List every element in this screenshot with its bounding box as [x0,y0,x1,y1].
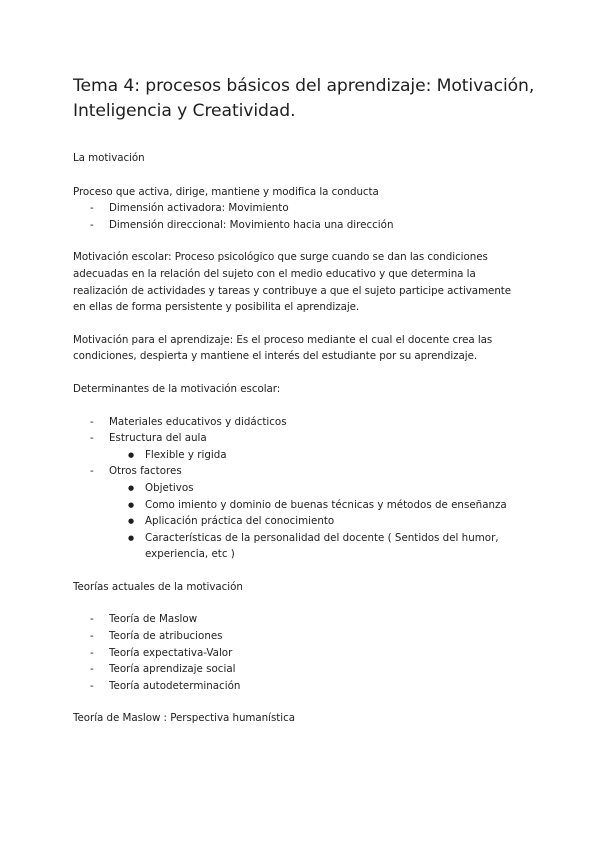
list-item: - Teoría expectativa-Valor [73,645,540,662]
page-title: Tema 4: procesos básicos del aprendizaje: Motivación, Inteligencia y Creatividad. [73,76,535,121]
motivacion-aprendizaje-paragraph: Motivación para el aprendizaje: Es el proceso mediante el cual el docente crea las condiciones, despierta y mantiene el interés del estudiante por su aprendizaje. [73,333,493,363]
sub-list-item: ● Flexible y rigida [73,447,540,464]
sub-list-item: ● Características de la personalidad del docente ( Sentidos del humor, experiencia, etc ) [128,531,499,561]
list-item: - Teoría autodeterminación [73,678,540,695]
teorias-list [73,611,540,694]
bullet-marker: ● [128,450,135,459]
dimensiones-list [73,200,540,233]
maslow-heading: Teoría de Maslow : Perspectiva humanística [73,712,295,725]
list-item: - Dimensión direccional: Movimiento hacia una dirección [73,217,540,234]
dash-marker: - [90,202,94,215]
sub-list-item: ● Como imiento y dominio de buenas técnicas y métodos de enseñanza [73,497,540,514]
teorias-heading: Teorías actuales de la motivación [73,580,243,593]
determinantes-list [73,414,540,563]
dash-marker: - [90,613,94,626]
determinantes-heading: Determinantes de la motivación escolar: [73,382,281,395]
list-item: - Estructura del aula [73,430,540,447]
list-item: - Materiales educativos y didácticos [73,414,540,431]
sub-list-item: ● Objetivos [73,480,540,497]
bullet-marker: ● [128,533,135,542]
motivacion-escolar-paragraph: Motivación escolar: Proceso psicológico que surge cuando se dan las condiciones adecuadas en la relación del sujeto con el medio educativo y que determina la realización de actividades y tareas y contribuye a que el sujeto participe activamente en ellas de forma persistente y posibilita el aprendizaje. [73,251,512,314]
list-item: - Teoría de Maslow [73,611,540,628]
dash-marker: - [90,432,94,445]
dash-marker: - [90,663,94,676]
dash-marker: - [90,415,94,428]
dash-marker: - [90,218,94,231]
bullet-marker: ● [128,483,135,492]
motivacion-heading: La motivación [73,152,145,164]
bullet-marker: ● [128,500,135,509]
dash-marker: - [90,465,94,478]
sub-list-item: ● Aplicación práctica del conocimiento [73,513,540,530]
list-item: - Teoría de atribuciones [73,628,540,645]
dash-marker: - [90,679,94,692]
bullet-marker: ● [128,517,135,526]
list-item: - Teoría aprendizaje social [73,661,540,678]
proceso-text: Proceso que activa, dirige, mantiene y modifica la conducta [73,185,379,198]
dash-marker: - [90,646,94,659]
list-item: - Otros factores [73,463,540,480]
list-item: - Dimensión activadora: Movimiento [73,200,540,217]
dash-marker: - [90,630,94,643]
